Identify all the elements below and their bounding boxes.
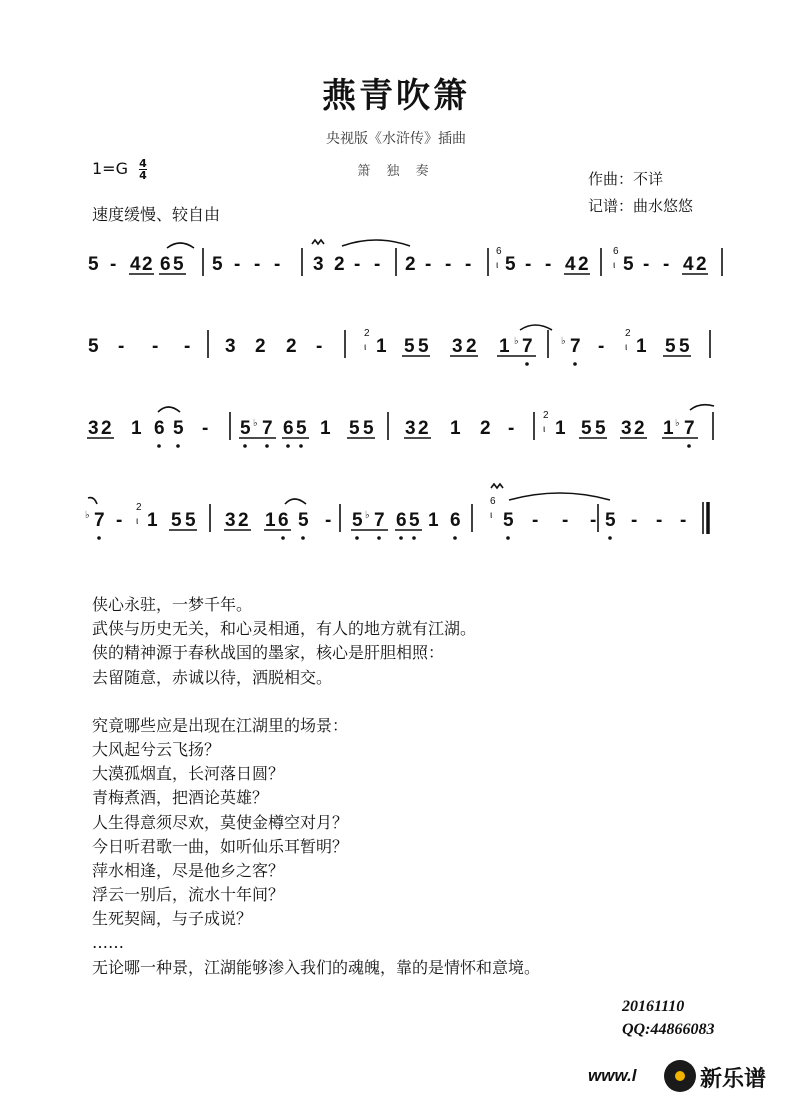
svg-text:2: 2 [101, 418, 112, 439]
svg-text:2: 2 [696, 254, 707, 275]
svg-text:5: 5 [605, 510, 616, 531]
svg-text:-: - [663, 254, 670, 275]
svg-text:-: - [631, 510, 638, 531]
svg-text:5: 5 [595, 418, 606, 439]
commentary-line: 侠心永驻，一梦千年。 [92, 595, 253, 614]
svg-text:2: 2 [405, 254, 416, 275]
svg-text:5: 5 [185, 510, 196, 531]
svg-text:-: - [532, 510, 539, 531]
svg-text:6: 6 [450, 510, 461, 531]
svg-text:1: 1 [428, 510, 439, 531]
svg-text:2: 2 [578, 254, 589, 275]
watermark-url: www.l [588, 1066, 637, 1085]
tempo-marking: 速度缓慢、较自由 [92, 205, 221, 224]
svg-text:5: 5 [505, 254, 516, 275]
svg-text:1: 1 [636, 336, 647, 357]
svg-text:-: - [508, 418, 515, 439]
svg-text:-: - [202, 418, 209, 439]
svg-text:5: 5 [349, 418, 360, 439]
commentary-line: 去留随意，赤诚以待，洒脱相交。 [92, 667, 333, 687]
svg-text:1: 1 [450, 418, 461, 439]
svg-text:2: 2 [466, 336, 477, 357]
line-3-dots [157, 444, 691, 448]
commentary-line: 青梅煮酒，把酒论英雄？ [92, 788, 269, 808]
svg-text:5: 5 [352, 510, 363, 531]
svg-text:5: 5 [581, 418, 592, 439]
svg-text:-: - [525, 254, 532, 275]
commentary-line: 人生得意须尽欢，莫使金樽空对月？ [92, 812, 349, 832]
commentary-text [92, 593, 540, 980]
svg-text:-: - [325, 510, 332, 531]
svg-text:ι: ι [543, 424, 546, 435]
commentary-line: 萍水相逢，尽是他乡之客？ [92, 860, 285, 880]
svg-text:2: 2 [334, 254, 345, 275]
svg-text:-: - [116, 510, 123, 531]
line-4-dots [97, 536, 612, 540]
svg-text:5: 5 [418, 336, 429, 357]
svg-text:5: 5 [409, 510, 420, 531]
commentary-line: 武侠与历史无关，和心灵相通，有人的地方就有江湖。 [92, 619, 477, 639]
svg-text:5: 5 [212, 254, 223, 275]
svg-text:5: 5 [88, 336, 99, 357]
svg-text:2: 2 [634, 418, 645, 439]
svg-text:7: 7 [570, 336, 581, 357]
svg-text:-: - [152, 336, 159, 357]
svg-text:3: 3 [405, 418, 416, 439]
svg-text:2: 2 [480, 418, 491, 439]
svg-text:-: - [374, 254, 381, 275]
svg-text:3: 3 [88, 418, 99, 439]
svg-text:♭: ♭ [85, 510, 90, 521]
svg-text:5: 5 [679, 336, 690, 357]
svg-text:-: - [354, 254, 361, 275]
svg-text:ι: ι [136, 516, 139, 527]
svg-text:-: - [562, 510, 569, 531]
svg-text:7: 7 [374, 510, 385, 531]
jianpu-score [0, 230, 792, 550]
svg-text:6: 6 [396, 510, 407, 531]
svg-text:2: 2 [136, 502, 142, 513]
qq-contact: QQ:44866083 [622, 1021, 715, 1038]
svg-text:-: - [656, 510, 663, 531]
svg-text:5: 5 [240, 418, 251, 439]
score-line-2 [88, 336, 690, 357]
svg-text:-: - [465, 254, 472, 275]
svg-text:-: - [590, 510, 597, 531]
svg-text:♭: ♭ [514, 336, 519, 347]
time-signature [139, 158, 147, 181]
date-stamp: 20161110 [622, 998, 685, 1015]
svg-text:7: 7 [684, 418, 695, 439]
svg-text:1: 1 [376, 336, 387, 357]
svg-text:5: 5 [171, 510, 182, 531]
svg-text:6: 6 [160, 254, 171, 275]
svg-text:♭: ♭ [253, 418, 258, 429]
svg-text:-: - [425, 254, 432, 275]
svg-text:2: 2 [142, 254, 153, 275]
svg-text:6: 6 [278, 510, 289, 531]
commentary-line: 今日听君歌一曲，如听仙乐耳暂明？ [92, 836, 349, 856]
svg-text:-: - [598, 336, 605, 357]
time-bottom: 4 [139, 169, 147, 182]
line-3-ornaments [253, 410, 680, 435]
notator-credit: 记谱：曲水悠悠 [588, 197, 694, 215]
svg-text:5: 5 [404, 336, 415, 357]
svg-text:6: 6 [496, 246, 502, 257]
svg-text:-: - [184, 336, 191, 357]
svg-text:1: 1 [663, 418, 674, 439]
commentary-line: 究竟哪些应是出现在江湖里的场景： [92, 715, 349, 735]
svg-text:-: - [118, 336, 125, 357]
commentary-line: 大漠孤烟直，长河落日圆？ [92, 764, 285, 784]
svg-text:5: 5 [173, 418, 184, 439]
svg-text:3: 3 [313, 254, 324, 275]
commentary-line: …… [92, 933, 124, 953]
key-signature [92, 158, 147, 181]
score-line-3 [88, 418, 695, 439]
instrument-label: 箫 独 奏 [357, 164, 435, 179]
svg-text:2: 2 [418, 418, 429, 439]
svg-text:4: 4 [565, 254, 576, 275]
svg-text:3: 3 [225, 336, 236, 357]
svg-text:-: - [274, 254, 281, 275]
vinyl-logo-icon [664, 1060, 696, 1092]
commentary-line: 生死契阔，与子成说？ [92, 909, 253, 929]
svg-text:3: 3 [621, 418, 632, 439]
commentary-line: 无论哪一种景，江湖能够渗入我们的魂魄，靠的是情怀和意境。 [92, 957, 541, 977]
svg-text:2: 2 [238, 510, 249, 531]
svg-text:ι: ι [625, 342, 628, 353]
svg-text:2: 2 [543, 410, 549, 421]
svg-text:4: 4 [130, 254, 141, 275]
svg-text:7: 7 [262, 418, 273, 439]
svg-text:6: 6 [154, 418, 165, 439]
svg-text:1: 1 [131, 418, 142, 439]
svg-text:6: 6 [490, 496, 496, 507]
svg-text:3: 3 [225, 510, 236, 531]
svg-text:-: - [254, 254, 261, 275]
score-title: 燕青吹箫 [322, 76, 470, 116]
composer-credit: 作曲：不详 [588, 170, 664, 188]
key-label: 1=G [92, 159, 128, 178]
svg-text:5: 5 [296, 418, 307, 439]
svg-text:-: - [445, 254, 452, 275]
svg-text:-: - [680, 510, 687, 531]
svg-text:4: 4 [683, 254, 694, 275]
svg-text:2: 2 [625, 328, 631, 339]
svg-text:1: 1 [555, 418, 566, 439]
svg-text:-: - [316, 336, 323, 357]
svg-text:1: 1 [147, 510, 158, 531]
svg-text:-: - [643, 254, 650, 275]
svg-text:ι: ι [364, 342, 367, 353]
svg-text:♭: ♭ [365, 510, 370, 521]
svg-text:♭: ♭ [561, 336, 566, 347]
watermark-brand: 新乐谱 [700, 1067, 767, 1092]
svg-text:5: 5 [298, 510, 309, 531]
commentary-line: 侠的精神源于春秋战国的墨家，核心是肝胆相照： [92, 643, 445, 663]
svg-text:5: 5 [173, 254, 184, 275]
paragraph-gap [92, 690, 540, 714]
svg-text:7: 7 [94, 510, 105, 531]
svg-text:1: 1 [499, 336, 510, 357]
svg-text:2: 2 [286, 336, 297, 357]
time-top: 4 [139, 157, 147, 170]
svg-text:-: - [234, 254, 241, 275]
svg-text:5: 5 [363, 418, 374, 439]
svg-text:-: - [545, 254, 552, 275]
svg-text:2: 2 [364, 328, 370, 339]
svg-text:2: 2 [255, 336, 266, 357]
svg-text:6: 6 [613, 246, 619, 257]
svg-text:1: 1 [320, 418, 331, 439]
svg-text:7: 7 [522, 336, 533, 357]
score-subtitle: 央视版《水浒传》插曲 [326, 131, 466, 147]
svg-text:5: 5 [623, 254, 634, 275]
svg-text:1: 1 [265, 510, 276, 531]
svg-text:-: - [110, 254, 117, 275]
line-2-dots [525, 362, 577, 366]
svg-text:5: 5 [665, 336, 676, 357]
svg-text:5: 5 [503, 510, 514, 531]
commentary-line: 浮云一别后，流水十年间？ [92, 885, 285, 905]
svg-text:♭: ♭ [675, 418, 680, 429]
commentary-line: 大风起兮云飞扬？ [92, 739, 221, 759]
svg-text:6: 6 [283, 418, 294, 439]
svg-text:3: 3 [452, 336, 463, 357]
svg-text:ι: ι [613, 260, 616, 271]
svg-text:5: 5 [88, 254, 99, 275]
svg-text:ι: ι [490, 510, 493, 521]
svg-text:ι: ι [496, 260, 499, 271]
